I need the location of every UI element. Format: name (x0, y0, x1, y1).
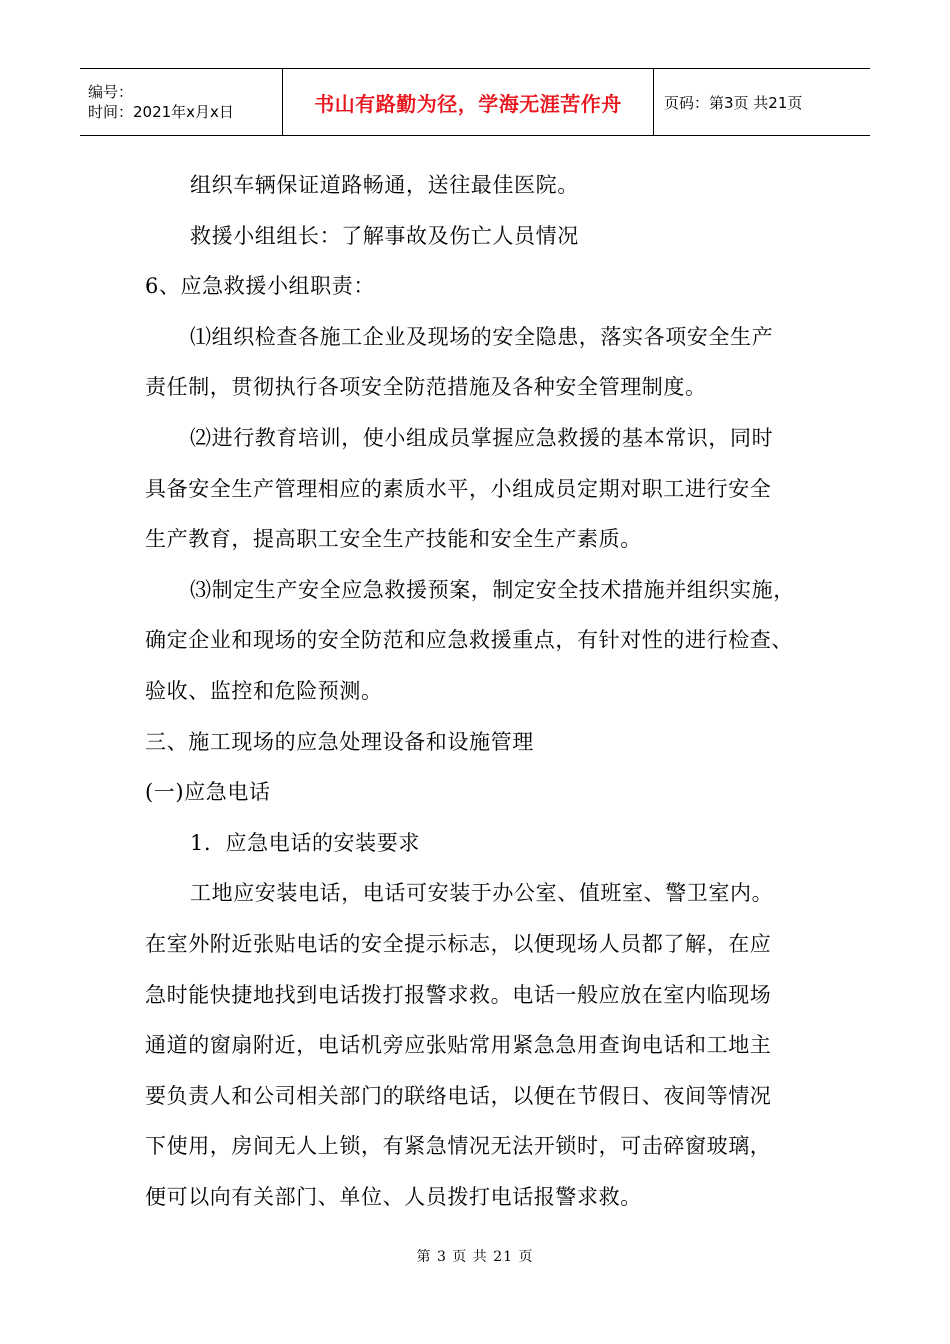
body-line: ⑴组织检查各施工企业及现场的安全隐患，落实各项安全生产 (190, 324, 774, 349)
header-page-code: 页码：第3页 共21页 (664, 93, 803, 112)
document-date: 时间：2021年x月x日 (88, 103, 234, 121)
page-footer: 第 3 页 共 21 页 (416, 1249, 534, 1265)
section-heading: 三、施工现场的应急处理设备和设施管理 (145, 729, 534, 754)
body-line: 急时能快捷地找到电话拨打报警求救。电话一般应放在室内临现场 (145, 982, 772, 1007)
header-page-cell (654, 69, 870, 135)
header-motto: 书山有路勤为径，学海无涯苦作舟 (314, 91, 622, 116)
body-line: 组织车辆保证道路畅通，送往最佳医院。 (190, 173, 579, 197)
document-number-label: 编号： (88, 83, 134, 101)
document-body (145, 160, 825, 1222)
header-motto-cell (283, 69, 654, 135)
body-line: 工地应安装电话，电话可安装于办公室、值班室、警卫室内。 (190, 881, 774, 906)
body-line: 验收、监控和危险预测。 (145, 678, 383, 703)
body-line: 具备安全生产管理相应的素质水平，小组成员定期对职工进行安全 (145, 476, 772, 501)
body-line: 责任制，贯彻执行各项安全防范措施及各种安全管理制度。 (145, 375, 707, 400)
body-line: ⑶制定生产安全应急救援预案，制定安全技术措施并组织实施， (190, 577, 795, 602)
body-line: 要负责人和公司相关部门的联络电话，以便在节假日、夜间等情况 (145, 1083, 772, 1108)
subsection-heading: (一)应急电话 (145, 780, 271, 805)
body-line: ⑵进行教育培训，使小组成员掌握应急救援的基本常识，同时 (190, 425, 774, 450)
body-line: 在室外附近张贴电话的安全提示标志，以便现场人员都了解，在应 (145, 931, 772, 956)
header-meta-cell (80, 69, 283, 135)
body-line: 通道的窗扇附近，电话机旁应张贴常用紧急急用查询电话和工地主 (145, 1033, 772, 1058)
section-heading: 6、应急救援小组职责： (145, 274, 375, 299)
document-header (80, 68, 870, 136)
body-line: 便可以向有关部门、单位、人员拨打电话报警求救。 (145, 1184, 642, 1209)
body-line: 下使用，房间无人上锁，有紧急情况无法开锁时，可击碎窗玻璃， (145, 1134, 772, 1159)
body-line: 确定企业和现场的安全防范和应急救援重点，有针对性的进行检查、 (145, 628, 793, 653)
body-line: 生产教育，提高职工安全生产技能和安全生产素质。 (145, 527, 642, 552)
item-heading: 1．应急电话的安装要求 (190, 830, 420, 855)
body-line: 救援小组组长：了解事故及伤亡人员情况 (190, 223, 579, 248)
